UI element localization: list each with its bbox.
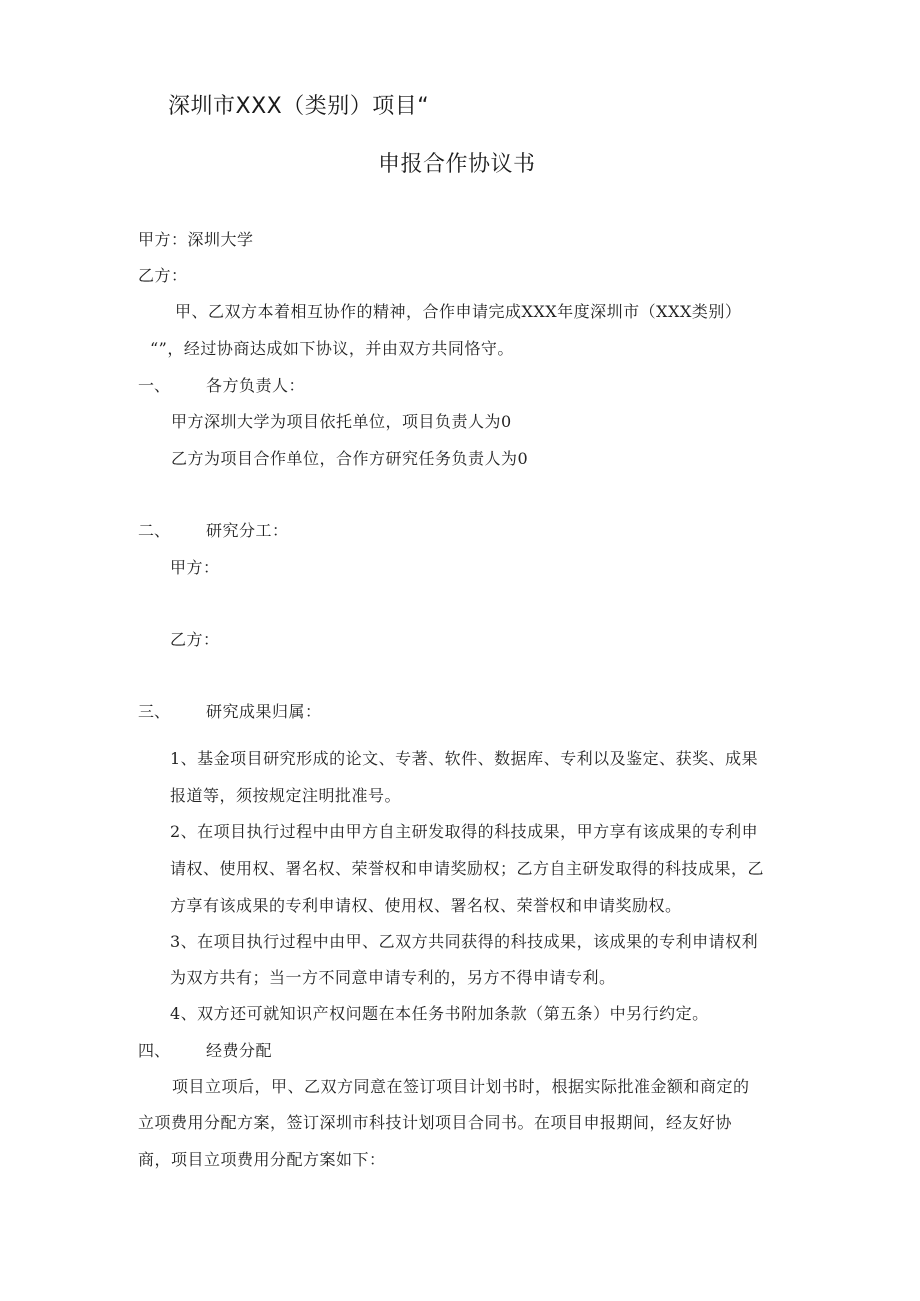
party-a: 甲方：深圳大学 [138, 230, 254, 249]
intro-line-2: “”，经过协商达成如下协议，并由双方共同恪守。 [150, 339, 514, 358]
section-1-line-1: 甲方深圳大学为项目依托单位，项目负责人为0 [171, 412, 512, 431]
section-3-item-1-line-1: 1、基金项目研究形成的论文、专著、软件、数据库、专利以及鉴定、获奖、成果 [170, 749, 759, 768]
section-1-number: 一、 [138, 376, 171, 395]
section-3-item-3-line-2: 为双方共有；当一方不同意申请专利的，另方不得申请专利。 [170, 968, 616, 987]
section-2-party-a: 甲方： [170, 558, 220, 577]
section-2-number: 二、 [138, 521, 171, 540]
section-1-line-2: 乙方为项目合作单位，合作方研究任务负责人为0 [171, 449, 529, 468]
party-b: 乙方： [138, 266, 188, 285]
section-2-party-b: 乙方： [170, 630, 220, 649]
section-2-heading: 研究分工： [206, 521, 289, 540]
section-3-heading: 研究成果归属： [206, 702, 322, 721]
section-4-line-1: 项目立项后，甲、乙双方同意在签订项目计划书时，根据实际批准金额和商定的 [172, 1077, 750, 1096]
section-3-number: 三、 [138, 702, 171, 721]
section-3-item-3-line-1: 3、在项目执行过程中由甲、乙双方共同获得的科技成果，该成果的专利申请权利 [170, 932, 759, 951]
section-3-item-2-line-3: 方享有该成果的专利申请权、使用权、署名权、荣誉权和申请奖励权。 [170, 896, 682, 915]
title-line-2: 申报合作协议书 [378, 152, 536, 177]
section-4-line-3: 商，项目立项费用分配方案如下： [138, 1150, 386, 1169]
section-1-heading: 各方负责人： [206, 376, 306, 395]
section-4-number: 四、 [138, 1041, 171, 1060]
title-line-1: 深圳市XXX（类别）项目“ [168, 94, 430, 119]
section-3-item-2-line-1: 2、在项目执行过程中由甲方自主研发取得的科技成果，甲方享有该成果的专利申 [170, 822, 759, 841]
section-4-line-2: 立项费用分配方案，签订深圳市科技计划项目合同书。在项目申报期间，经友好协 [138, 1113, 733, 1132]
section-4-heading: 经费分配 [206, 1041, 273, 1060]
section-3-item-1-line-2: 报道等，须按规定注明批准号。 [170, 786, 402, 805]
intro-line-1: 甲、乙双方本着相互协作的精神，合作申请完成XXX年度深圳市（XXX类别） [175, 302, 742, 321]
section-3-item-2-line-2: 请权、使用权、署名权、荣誉权和申请奖励权；乙方自主研发取得的科技成果，乙 [170, 859, 765, 878]
section-3-item-4: 4、双方还可就知识产权问题在本任务书附加条款（第五条）中另行约定。 [170, 1004, 709, 1023]
